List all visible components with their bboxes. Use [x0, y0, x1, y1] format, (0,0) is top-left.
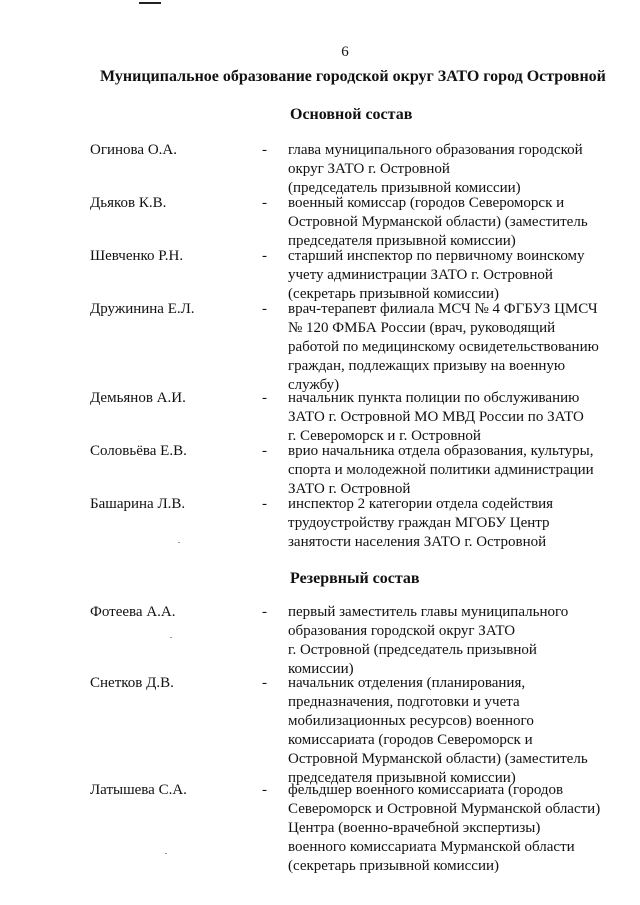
member-role-line: Центра (военно-врачебной экспертизы) [288, 820, 541, 836]
member-dash: - [262, 301, 267, 317]
member-role-line: инспектор 2 категории отдела содействия [288, 496, 554, 512]
member-role [288, 603, 618, 679]
member-role-line: № 120 ФМБА России (врач, руководящий [288, 320, 556, 336]
member-role-line: ЗАТО г. Островной МО МВД России по ЗАТО [288, 409, 584, 425]
member-dash: - [262, 443, 267, 459]
scan-speck [170, 637, 172, 638]
member-role [288, 495, 618, 552]
member-role-line: трудоустройству граждан МГОБУ Центр [288, 515, 550, 531]
member-name: Башарина Л.В. [90, 496, 186, 512]
reserve-section-heading: Резервный состав [290, 570, 420, 587]
scan-artifact [139, 2, 161, 4]
member-role-line: председателя призывной комиссии) [288, 770, 516, 786]
member-dash: - [262, 496, 267, 512]
member-role-line: председателя призывной комиссии) [288, 233, 516, 249]
page-number: 6 [341, 44, 349, 60]
member-dash: - [262, 604, 267, 620]
member-role-line: (председатель призывной комиссии) [288, 180, 521, 196]
member-role-line: г. Островной (председатель призывной [288, 642, 537, 658]
member-role-line: военного комиссариата Мурманской области [288, 839, 575, 855]
member-name: Снетков Д.В. [90, 675, 174, 691]
member-role-line: старший инспектор по первичному воинскому [288, 248, 585, 264]
member-name: Демьянов А.И. [90, 390, 186, 406]
member-role [288, 141, 618, 198]
member-role-line: занятости населения ЗАТО г. Островной [288, 534, 547, 550]
member-dash: - [262, 195, 267, 211]
scan-speck [178, 542, 180, 543]
member-dash: - [262, 390, 267, 406]
member-role-line: врач-терапевт филиала МСЧ № 4 ФГБУЗ ЦМСЧ [288, 301, 598, 317]
member-role-line: предназначения, подготовки и учета [288, 694, 520, 710]
member-role-line: г. Североморск и г. Островной [288, 428, 481, 444]
member-role-line: округ ЗАТО г. Островной [288, 161, 450, 177]
member-name: Дружинина Е.Л. [90, 301, 195, 317]
member-role [288, 389, 618, 446]
member-dash: - [262, 675, 267, 691]
member-name: Фотеева А.А. [90, 604, 176, 620]
document-title: Муниципальное образование городской округ ЗАТО город Островной [100, 68, 606, 85]
member-dash: - [262, 782, 267, 798]
member-role-line: Островной Мурманской области) (заместитель [288, 214, 588, 230]
member-role-line: работой по медицинскому освидетельствованию [288, 339, 599, 355]
member-role [288, 781, 618, 876]
member-role-line: (секретарь призывной комиссии) [288, 858, 499, 874]
member-name: Латышева С.А. [90, 782, 187, 798]
member-role-line: ЗАТО г. Островной [288, 481, 411, 497]
member-role-line: учету администрации ЗАТО г. Островной [288, 267, 553, 283]
scan-speck [165, 853, 167, 854]
member-name: Огинова О.А. [90, 142, 177, 158]
member-role-line: врио начальника отдела образования, культуры, [288, 443, 594, 459]
member-dash: - [262, 142, 267, 158]
member-role-line: мобилизационных ресурсов) военного [288, 713, 534, 729]
member-role-line: граждан, подлежащих призыву на военную [288, 358, 566, 374]
member-role [288, 247, 618, 304]
member-role-line: комиссии) [288, 661, 354, 677]
member-name: Шевченко Р.Н. [90, 248, 184, 264]
member-role-line: образования городской округ ЗАТО [288, 623, 516, 639]
member-role-line: глава муниципального образования городской [288, 142, 583, 158]
member-role-line: спорта и молодежной политики администрации [288, 462, 594, 478]
member-role [288, 300, 618, 395]
member-role-line: Североморск и Островной Мурманской области) [288, 801, 601, 817]
member-role [288, 674, 618, 788]
member-role [288, 194, 618, 251]
member-role-line: Островной Мурманской области) (заместитель [288, 751, 588, 767]
member-role-line: первый заместитель главы муниципального [288, 604, 569, 620]
member-name: Соловьёва Е.В. [90, 443, 187, 459]
member-role-line: (секретарь призывной комиссии) [288, 286, 499, 302]
member-role-line: военный комиссар (городов Североморск и [288, 195, 565, 211]
main-section-heading: Основной состав [290, 106, 413, 123]
member-role-line: начальник пункта полиции по обслуживанию [288, 390, 580, 406]
member-role [288, 442, 618, 499]
member-role-line: комиссариата (городов Североморск и [288, 732, 533, 748]
member-dash: - [262, 248, 267, 264]
member-name: Дьяков К.В. [90, 195, 167, 211]
member-role-line: фельдшер военного комиссариата (городов [288, 782, 564, 798]
member-role-line: службу) [288, 377, 340, 393]
member-role-line: начальник отделения (планирования, [288, 675, 526, 691]
